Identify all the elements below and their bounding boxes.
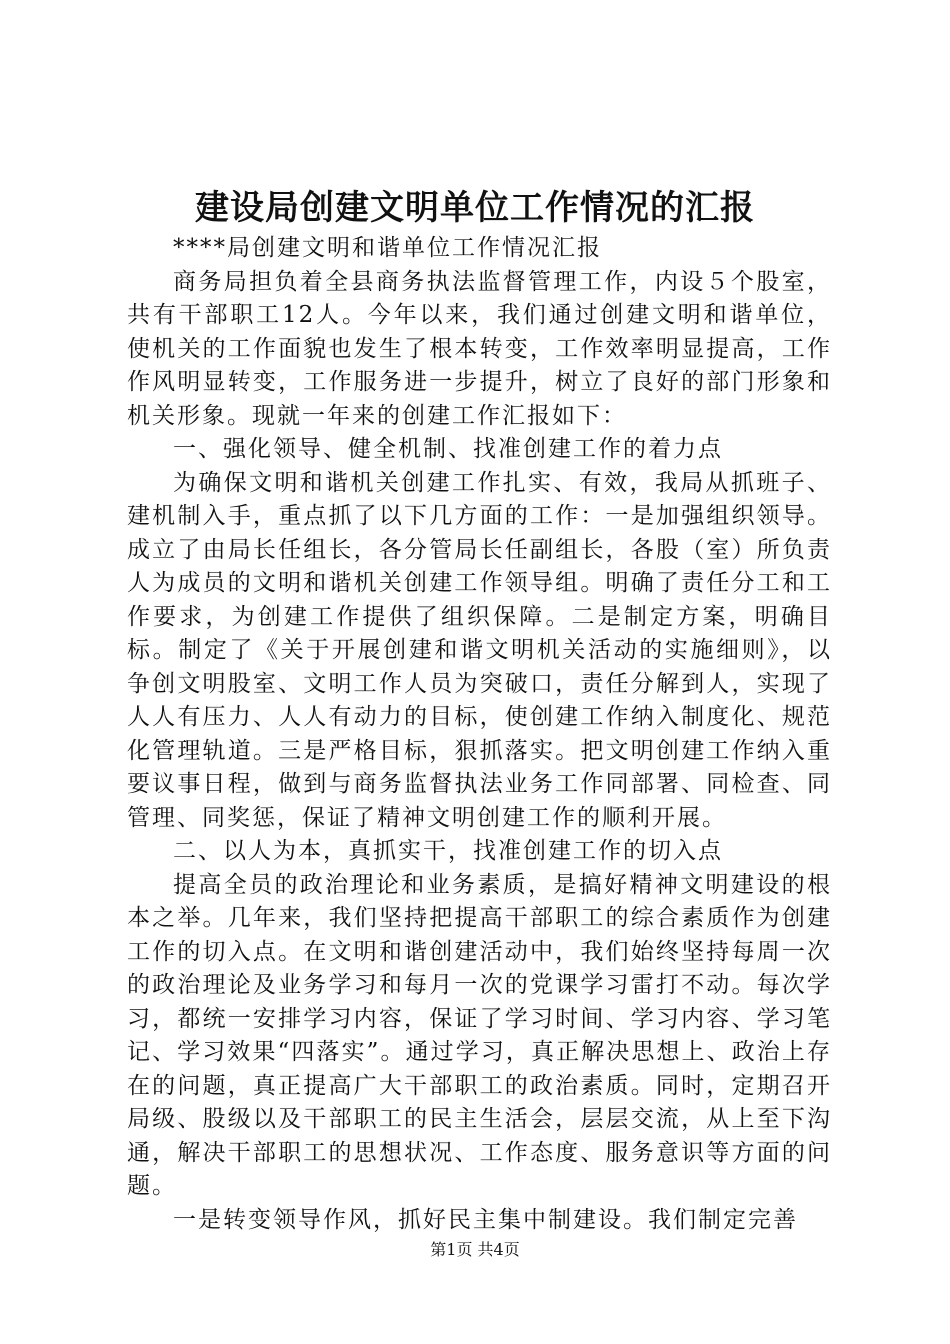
section-heading-1: 一、强化领导、健全机制、找准创建工作的着力点 (173, 436, 723, 462)
document-title: 建设局创建文明单位工作情况的汇报 (195, 188, 755, 228)
paragraph-intro: 商务局担负着全县商务执法监督管理工作，内设５个股室，共有干部职工12人。今年以来，我们通过创建文明和谐单位，使机关的工作面貌也发生了根本转变，工作效率明显提高，工作作风明显转变，工作服务进一步提升，树立了良好的部门形象和机关形象。现就一年来的创建工作汇报如下： (127, 268, 832, 429)
page-footer: 第1页 共4页 (430, 1240, 520, 1259)
paragraph-section-2: 提高全员的政治理论和业务素质，是搞好精神文明建设的根本之举。几年来，我们坚持把提高干部职工的综合素质作为创建工作的切入点。在文明和谐创建活动中，我们始终坚持每周一次的政治理论及业务学习和每月一次的党课学习雷打不动。每次学习，都统一安排学习内容，保证了学习时间、学习内容、学习笔记、学习效果“四落实”。通过学习，真正解决思想上、政治上存在的问题，真正提高广大干部职工的政治素质。同时，定期召开局级、股级以及干部职工的民主生活会，层层交流，从上至下沟通，解决干部职工的思想状况、工作态度、服务意识等方面的问题。 (127, 871, 832, 1199)
paragraph-section-1: 为确保文明和谐机关创建工作扎实、有效，我局从抓班子、建机制入手，重点抓了以下几方面的工作：一是加强组织领导。成立了由局长任组长，各分管局长任副组长，各股（室）所负责人为成员的文明和谐机关创建工作领导组。明确了责任分工和工作要求，为创建工作提供了组织保障。二是制定方案，明确目标。制定了《关于开展创建和谐文明机关活动的实施细则》，以争创文明股室、文明工作人员为突破口，责任分解到人，实现了人人有压力、人人有动力的目标，使创建工作纳入制度化、规范化管理轨道。三是严格目标，狠抓落实。把文明创建工作纳入重要议事日程，做到与商务监督执法业务工作同部署、同检查、同管理、同奖惩，保证了精神文明创建工作的顺利开展。 (127, 469, 832, 831)
section-heading-2: 二、以人为本，真抓实干，找准创建工作的切入点 (173, 838, 723, 864)
paragraph-subtitle: ****局创建文明和谐单位工作情况汇报 (173, 235, 602, 261)
paragraph-continued: 一是转变领导作风，抓好民主集中制建设。我们制定完善 (173, 1206, 798, 1233)
document-body (127, 232, 832, 1237)
